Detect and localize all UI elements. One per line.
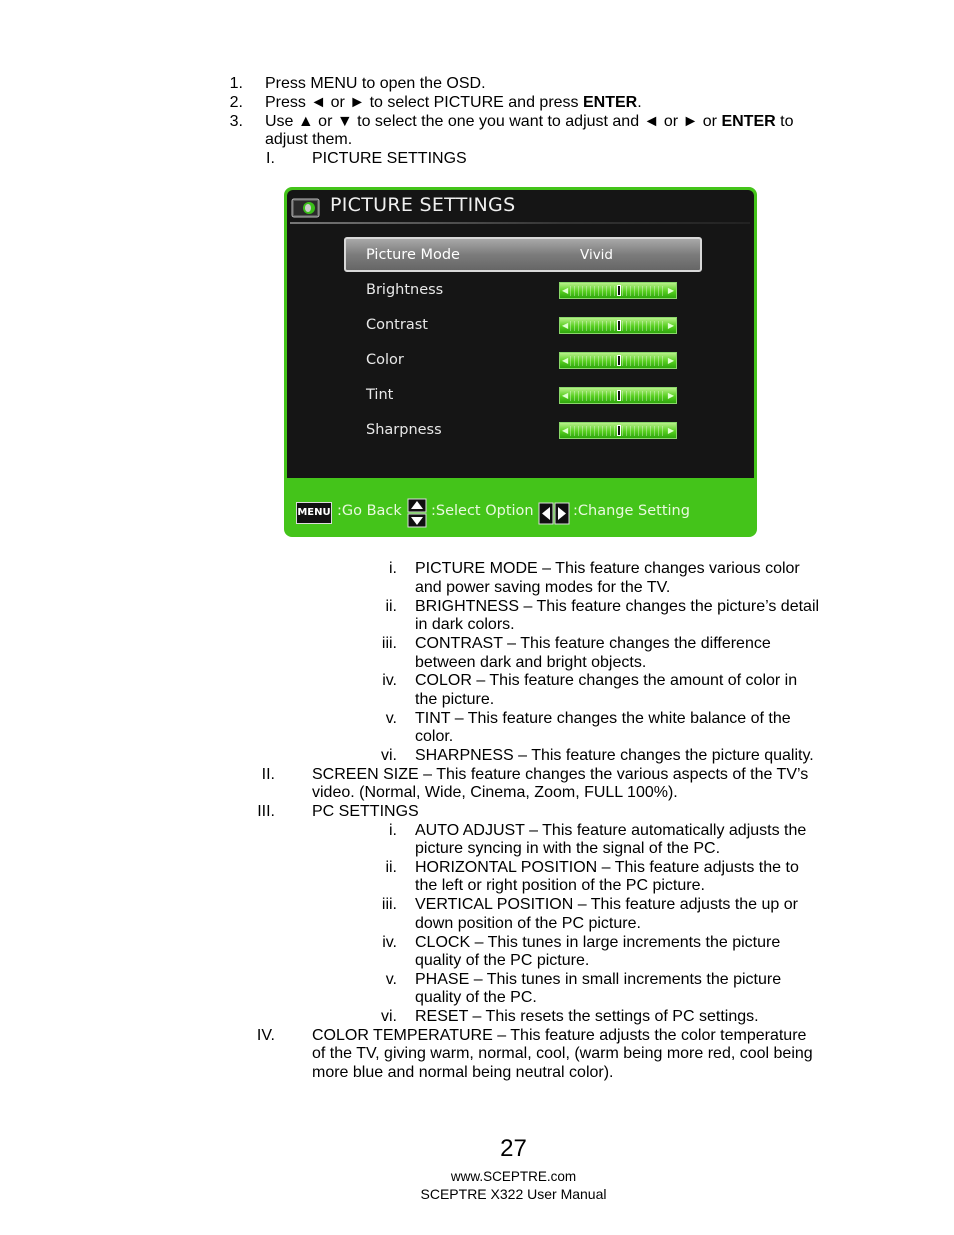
list-item-text: CLOCK – This tunes in large increments the picture bbox=[415, 934, 781, 951]
slider-knob[interactable] bbox=[617, 390, 621, 401]
slider-right-arrow-icon: ▶ bbox=[667, 426, 674, 435]
list-item-text: the left or right position of the PC picture. bbox=[415, 877, 705, 894]
section-number: II. bbox=[261, 766, 275, 783]
slider-knob[interactable] bbox=[617, 320, 621, 331]
osd-item-sharpness[interactable]: Sharpness bbox=[366, 422, 442, 438]
list-item-number: iv. bbox=[382, 672, 397, 689]
list-item-text: quality of the PC picture. bbox=[415, 952, 590, 969]
section-title-pc-settings: PC SETTINGS bbox=[312, 803, 419, 820]
step-text bbox=[265, 94, 642, 113]
section-number: IV. bbox=[256, 1027, 275, 1044]
list-item-text: AUTO ADJUST – This feature automatically adjusts the bbox=[415, 822, 807, 839]
change-setting-hint: :Change Setting bbox=[573, 503, 690, 519]
picture-settings-osd bbox=[284, 187, 757, 537]
list-item-number: ii. bbox=[385, 859, 397, 876]
list-item-text: COLOR – This feature changes the amount of color in bbox=[415, 672, 798, 689]
tint-slider[interactable] bbox=[559, 387, 677, 404]
sharpness-slider[interactable] bbox=[559, 422, 677, 439]
brightness-slider[interactable] bbox=[559, 282, 677, 299]
step-number: 3. bbox=[229, 113, 243, 130]
up-down-key-icon bbox=[407, 498, 427, 528]
list-item-text: SHARPNESS – This feature changes the picture quality. bbox=[415, 747, 814, 764]
list-item-number: iii. bbox=[381, 635, 397, 652]
list-item-text: picture syncing in with the signal of the PC. bbox=[415, 840, 721, 857]
color-slider[interactable] bbox=[559, 352, 677, 369]
slider-left-arrow-icon: ◀ bbox=[562, 286, 569, 295]
step-text-part: . bbox=[637, 94, 642, 111]
section-text-screen-size: video. (Normal, Wide, Cinema, Zoom, FULL 100%). bbox=[312, 784, 678, 801]
list-item-text: CONTRAST – This feature changes the difference bbox=[415, 635, 771, 652]
page-number: 27 bbox=[500, 1135, 527, 1162]
section-text-color-temperature: of the TV, giving warm, normal, cool, (warm being more red, cool being bbox=[312, 1045, 813, 1062]
list-item-text: between dark and bright objects. bbox=[415, 654, 647, 671]
list-item-text: VERTICAL POSITION – This feature adjusts the up or bbox=[415, 896, 798, 913]
list-item-text: PHASE – This tunes in small increments the picture bbox=[415, 971, 782, 988]
slider-right-arrow-icon: ▶ bbox=[667, 321, 674, 330]
slider-right-arrow-icon: ▶ bbox=[667, 286, 674, 295]
footer-manual-title: SCEPTRE X322 User Manual bbox=[420, 1186, 607, 1202]
slider-left-arrow-icon: ◀ bbox=[562, 391, 569, 400]
list-item-number: i. bbox=[389, 822, 397, 839]
list-item-text: quality of the PC. bbox=[415, 989, 537, 1006]
section-title-picture-settings: PICTURE SETTINGS bbox=[312, 150, 467, 167]
step-number: 1. bbox=[229, 75, 243, 92]
list-item-text: color. bbox=[415, 728, 454, 745]
list-item-number: i. bbox=[389, 560, 397, 577]
list-item-text: and power saving modes for the TV. bbox=[415, 579, 671, 596]
section-number: I. bbox=[266, 150, 275, 167]
osd-panel bbox=[287, 190, 754, 478]
slider-left-arrow-icon: ◀ bbox=[562, 321, 569, 330]
slider-right-arrow-icon: ▶ bbox=[667, 356, 674, 365]
list-item-text: the picture. bbox=[415, 691, 495, 708]
section-number: III. bbox=[257, 803, 275, 820]
step-text-part: Use ▲ or ▼ to select the one you want to adjust and ◄ or ► or bbox=[265, 113, 722, 130]
list-item-number: v. bbox=[385, 710, 397, 727]
section-text-color-temperature: COLOR TEMPERATURE – This feature adjusts the color temperature bbox=[312, 1027, 807, 1044]
osd-item-value: Vivid bbox=[580, 247, 613, 263]
section-text-color-temperature: more blue and normal being neutral color). bbox=[312, 1064, 614, 1081]
contrast-slider[interactable] bbox=[559, 317, 677, 334]
list-item-text: HORIZONTAL POSITION – This feature adjusts the to bbox=[415, 859, 799, 876]
osd-item-label: Picture Mode bbox=[366, 247, 460, 263]
list-item-number: ii. bbox=[385, 598, 397, 615]
menu-key-icon: MENU bbox=[296, 502, 332, 524]
slider-knob[interactable] bbox=[617, 425, 621, 436]
left-right-key-icon bbox=[538, 502, 570, 525]
list-item-number: iii. bbox=[381, 896, 397, 913]
step-text-part: to bbox=[775, 113, 794, 130]
osd-item-brightness[interactable]: Brightness bbox=[366, 282, 444, 298]
list-item-text: TINT – This feature changes the white balance of the bbox=[415, 710, 791, 727]
slider-knob[interactable] bbox=[617, 355, 621, 366]
list-item-number: v. bbox=[385, 971, 397, 988]
osd-item-contrast[interactable]: Contrast bbox=[366, 317, 428, 333]
list-item-text: in dark colors. bbox=[415, 616, 515, 633]
step-number: 2. bbox=[229, 94, 243, 111]
tv-picture-icon bbox=[291, 197, 321, 219]
go-back-hint: :Go Back bbox=[337, 503, 402, 519]
list-item-number: vi. bbox=[381, 747, 397, 764]
list-item-text: down position of the PC picture. bbox=[415, 915, 641, 932]
step-text bbox=[265, 113, 793, 132]
list-item-text: RESET – This resets the settings of PC settings. bbox=[415, 1008, 759, 1025]
osd-item-color[interactable]: Color bbox=[366, 352, 404, 368]
slider-left-arrow-icon: ◀ bbox=[562, 356, 569, 365]
osd-footer-help bbox=[284, 481, 757, 537]
select-option-hint: :Select Option bbox=[431, 503, 534, 519]
enter-key-label: ENTER bbox=[721, 113, 776, 130]
osd-title: PICTURE SETTINGS bbox=[330, 194, 516, 216]
list-item-number: vi. bbox=[381, 1008, 397, 1025]
section-text-screen-size: SCREEN SIZE – This feature changes the various aspects of the TV’s bbox=[312, 766, 809, 783]
slider-knob[interactable] bbox=[617, 285, 621, 296]
enter-key-label: ENTER bbox=[583, 94, 638, 111]
step-text-line2: adjust them. bbox=[265, 131, 353, 148]
list-item-text: BRIGHTNESS – This feature changes the picture’s detail bbox=[415, 598, 820, 615]
footer-website: www.SCEPTRE.com bbox=[450, 1169, 577, 1184]
osd-item-tint[interactable]: Tint bbox=[366, 387, 394, 403]
step-text-part: Press ◄ or ► to select PICTURE and press bbox=[265, 94, 583, 111]
list-item-text: PICTURE MODE – This feature changes various color bbox=[415, 560, 800, 577]
slider-left-arrow-icon: ◀ bbox=[562, 426, 569, 435]
list-item-number: iv. bbox=[382, 934, 397, 951]
osd-item-picture-mode[interactable] bbox=[344, 237, 702, 272]
slider-right-arrow-icon: ▶ bbox=[667, 391, 674, 400]
step-text: Press MENU to open the OSD. bbox=[265, 75, 486, 92]
osd-divider bbox=[290, 222, 750, 224]
